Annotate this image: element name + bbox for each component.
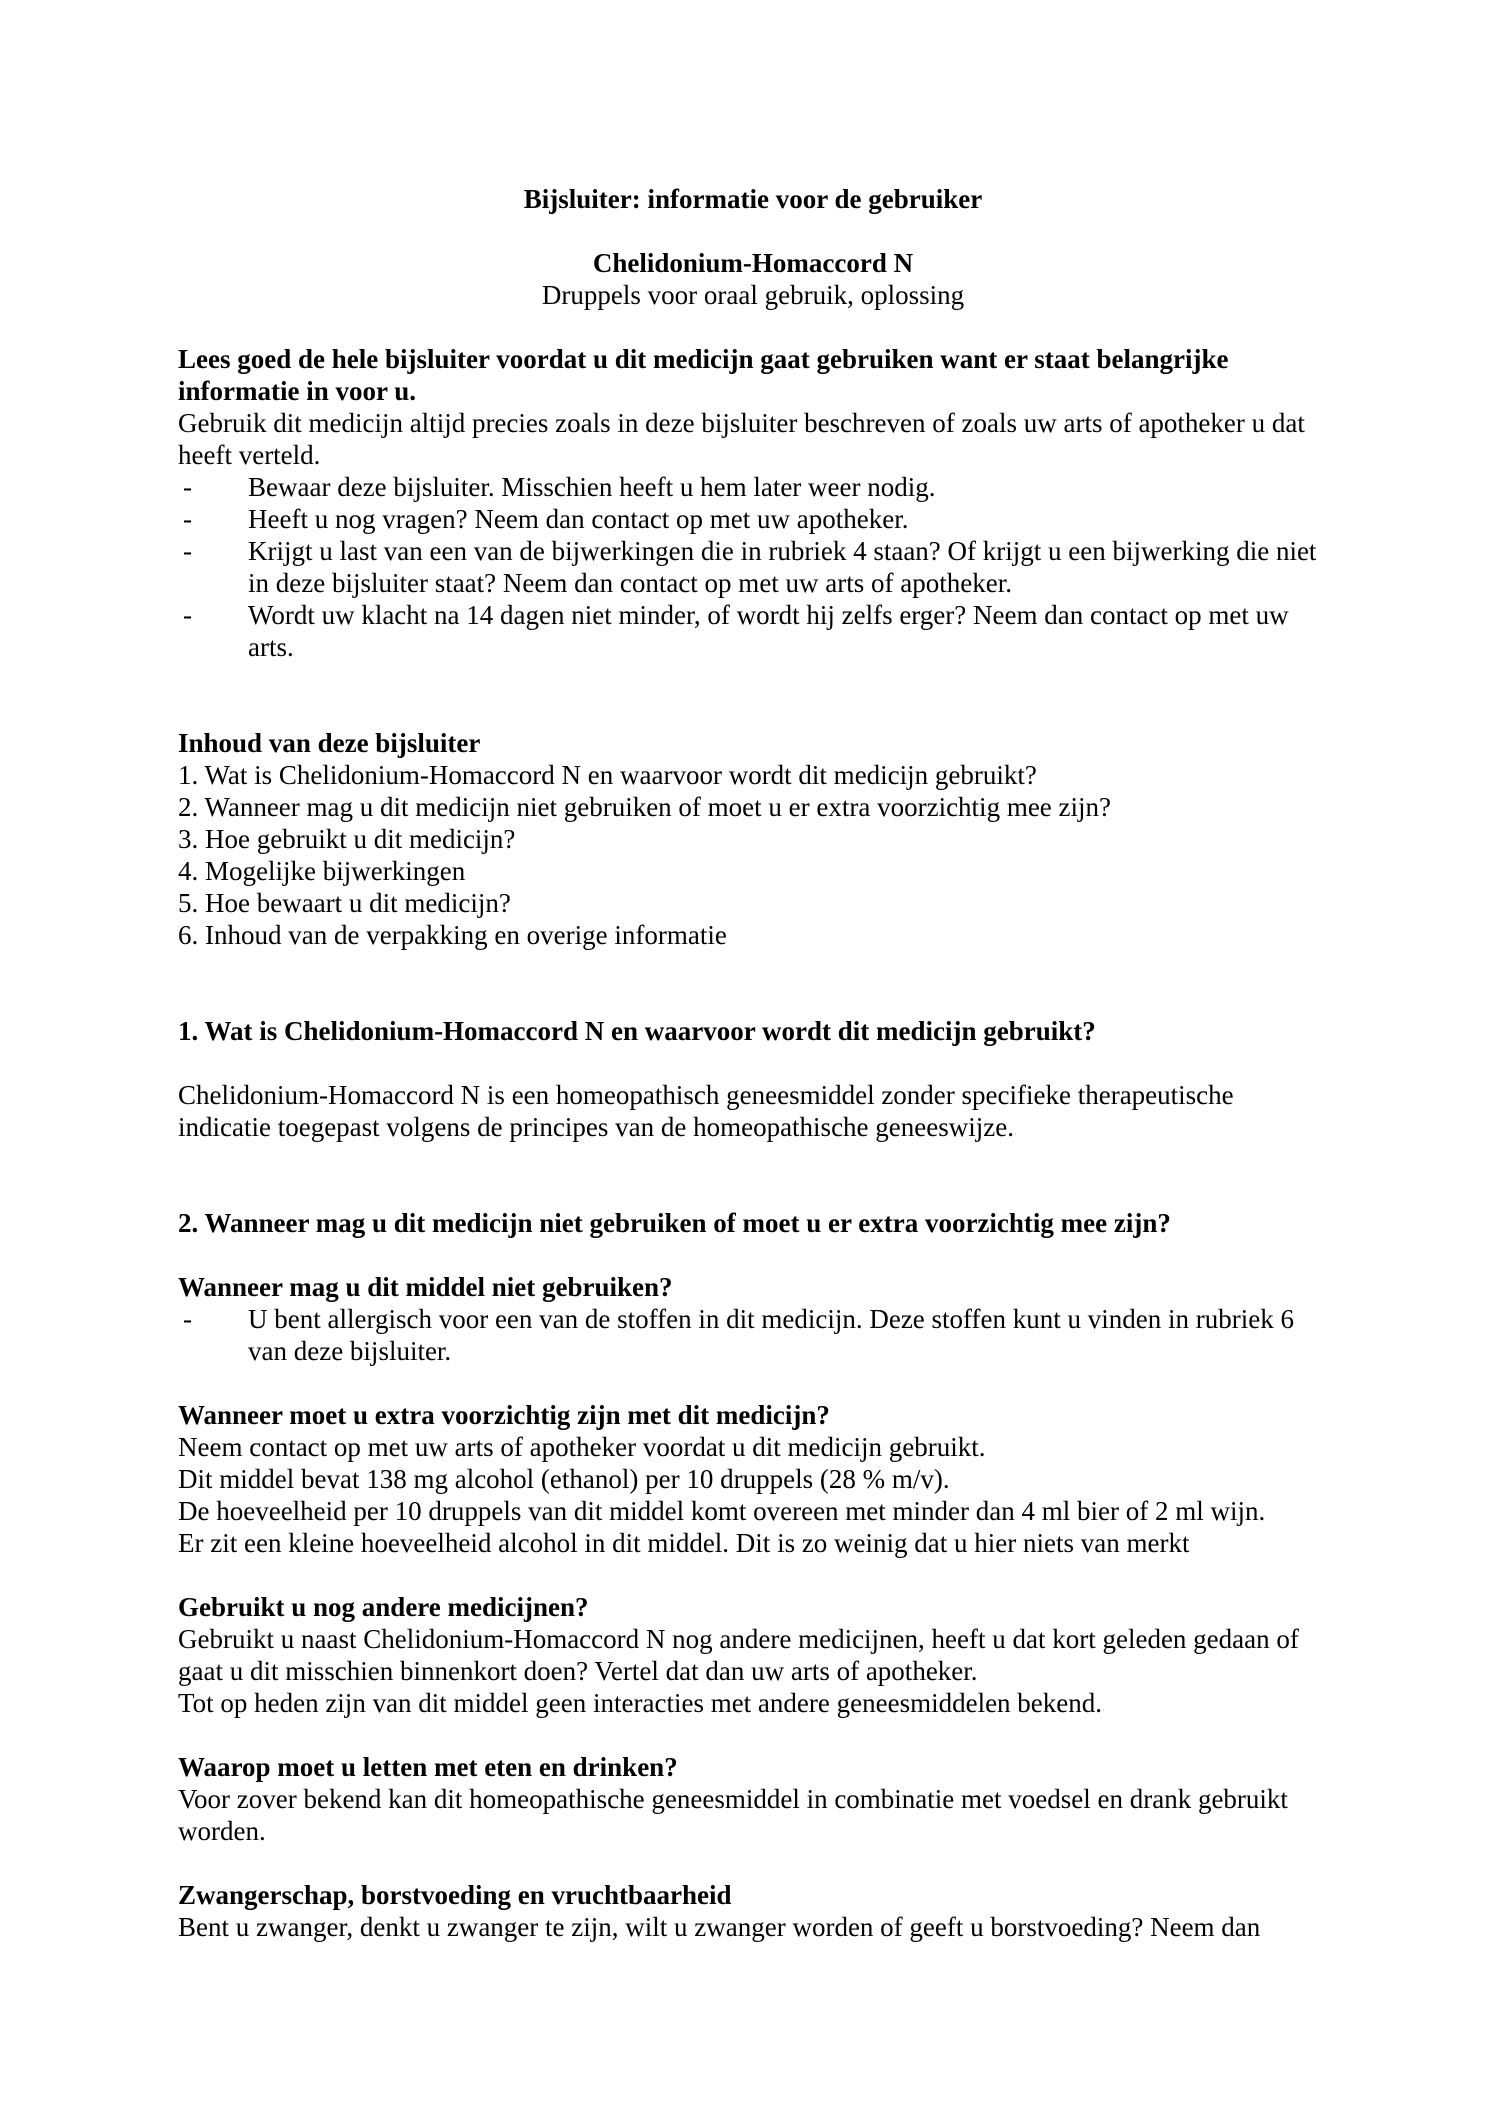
usage-note: Gebruik dit medicijn altijd precies zoals in deze bijsluiter beschreven of zoals uw arts of apotheker u dat heeft verteld. <box>178 408 1305 470</box>
other-medicines-heading: Gebruikt u nog andere medicijnen? <box>178 1592 589 1622</box>
spacer <box>178 663 1328 727</box>
toc-item-4: 4. Mogelijke bijwerkingen <box>178 856 466 886</box>
toc-item-2: 2. Wanneer mag u dit medicijn niet gebruiken of moet u er extra voorzichtig mee zijn? <box>178 792 1112 822</box>
spacer <box>178 1367 1328 1399</box>
spacer <box>178 951 1328 1015</box>
bullet-dash: - <box>183 504 192 534</box>
intro-bullet-item <box>178 503 1328 535</box>
intro-bullet-text: Krijgt u last van een van de bijwerkingen die in rubriek 4 staan? Of krijgt u een bijwerking die niet in deze bijsluiter staat? Neem dan contact op met uw arts of apotheker. <box>248 536 1317 598</box>
toc-item-1: 1. Wat is Chelidonium-Homaccord N en waarvoor wordt dit medicijn gebruikt? <box>178 760 1037 790</box>
caution-line-4: Er zit een kleine hoeveelheid alcohol in dit middel. Dit is zo weinig dat u hier niets van merkt <box>178 1528 1190 1558</box>
caution-heading: Wanneer moet u extra voorzichtig zijn met dit medicijn? <box>178 1400 830 1430</box>
spacer <box>178 1719 1328 1751</box>
intro-bullet-text: Bewaar deze bijsluiter. Misschien heeft u hem later weer nodig. <box>248 472 936 502</box>
page-title: Bijsluiter: informatie voor de gebruiker <box>523 184 983 214</box>
read-notice: Lees goed de hele bijsluiter voordat u dit medicijn gaat gebruiken want er staat belangrijke informatie in voor u. <box>178 344 1229 406</box>
spacer <box>178 1239 1328 1271</box>
spacer <box>178 1047 1328 1079</box>
not-use-bullet-text: U bent allergisch voor een van de stoffen in dit medicijn. Deze stoffen kunt u vinden in rubriek 6 van deze bijsluiter. <box>248 1304 1294 1366</box>
toc-item-6: 6. Inhoud van de verpakking en overige informatie <box>178 920 727 950</box>
section1-body: Chelidonium-Homaccord N is een homeopathisch geneesmiddel zonder specifieke therapeutische indicatie toegepast volgens de principes van de homeopathische geneeswijze. <box>178 1080 1234 1142</box>
bullet-dash: - <box>183 472 192 502</box>
intro-bullet-item <box>178 599 1328 663</box>
other-medicines-para-2: Tot op heden zijn van dit middel geen interacties met andere geneesmiddelen bekend. <box>178 1688 1103 1718</box>
intro-bullet-text: Heeft u nog vragen? Neem dan contact op met uw apotheker. <box>248 504 909 534</box>
bullet-dash: - <box>183 1304 192 1334</box>
other-medicines-para-1: Gebruikt u naast Chelidonium-Homaccord N nog andere medicijnen, heeft u dat kort geleden gedaan of gaat u dit misschien binnenkort doen? Vertel dat dan uw arts of apotheker. <box>178 1624 1299 1686</box>
leaflet-content <box>178 183 1328 1943</box>
spacer <box>178 311 1328 343</box>
spacer <box>178 1143 1328 1207</box>
toc-item-3: 3. Hoe gebruikt u dit medicijn? <box>178 824 516 854</box>
intro-bullet-item <box>178 535 1328 599</box>
caution-line-3: De hoeveelheid per 10 druppels van dit middel komt overeen met minder dan 4 ml bier of 2 ml wijn. <box>178 1496 1266 1526</box>
product-form: Druppels voor oraal gebruik, oplossing <box>541 280 965 310</box>
section2-heading: 2. Wanneer mag u dit medicijn niet gebruiken of moet u er extra voorzichtig mee zijn? <box>178 1208 1171 1238</box>
food-drink-para: Voor zover bekend kan dit homeopathische geneesmiddel in combinatie met voedsel en drank gebruikt worden. <box>178 1784 1288 1846</box>
toc-item-5: 5. Hoe bewaart u dit medicijn? <box>178 888 511 918</box>
food-drink-heading: Waarop moet u letten met eten en drinken? <box>178 1752 678 1782</box>
intro-bullet-item <box>178 471 1328 503</box>
intro-bullet-text: Wordt uw klacht na 14 dagen niet minder, of wordt hij zelfs erger? Neem dan contact op met uw arts. <box>248 600 1289 662</box>
toc-heading: Inhoud van deze bijsluiter <box>178 728 481 758</box>
product-name: Chelidonium-Homaccord N <box>592 248 914 278</box>
caution-line-2: Dit middel bevat 138 mg alcohol (ethanol) per 10 druppels (28 % m/v). <box>178 1464 950 1494</box>
not-use-bullet-item <box>178 1303 1328 1367</box>
not-use-heading: Wanneer mag u dit middel niet gebruiken? <box>178 1272 673 1302</box>
caution-line-1: Neem contact op met uw arts of apotheker voordat u dit medicijn gebruikt. <box>178 1432 986 1462</box>
pregnancy-heading: Zwangerschap, borstvoeding en vruchtbaarheid <box>178 1880 732 1910</box>
pregnancy-para: Bent u zwanger, denkt u zwanger te zijn, wilt u zwanger worden of geeft u borstvoeding? Neem dan <box>178 1912 1261 1942</box>
spacer <box>178 215 1328 247</box>
bullet-dash: - <box>183 536 192 566</box>
bullet-dash: - <box>183 600 192 630</box>
spacer <box>178 1559 1328 1591</box>
spacer <box>178 1847 1328 1879</box>
section1-heading: 1. Wat is Chelidonium-Homaccord N en waarvoor wordt dit medicijn gebruikt? <box>178 1016 1096 1046</box>
